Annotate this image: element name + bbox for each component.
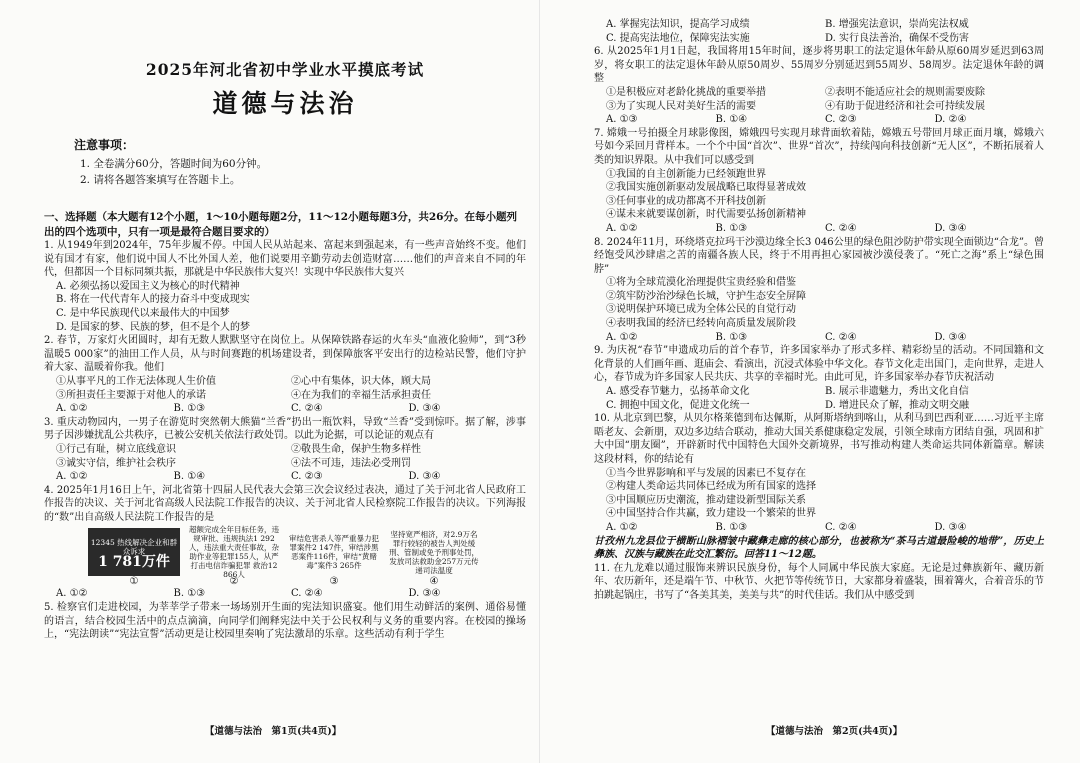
statement: ①是积极应对老龄化挑战的重要举措 <box>606 86 766 98</box>
statement: ②构建人类命运共同体已经成为所有国家的选择 <box>606 481 816 493</box>
question-5: 5. 检察官们走进校园，为莘莘学子带来一场场别开生面的宪法知识盛宴。他们用生动鲜活的案例、通俗易懂的语言，结合校园生活中的点点滴滴，向同学们阐释宪法中关于公民权利与义务的重要内容。在校园的操场上，“宪法朗读”“宪法宣誓”活动更是让校园里奏响了宪法激昂的乐章。这些活动有利于学生 <box>44 602 526 641</box>
answer: A. ①② <box>56 588 88 600</box>
statement: ④表明我国的经济已经转向高质量发展阶段 <box>606 318 796 330</box>
answer: A. ①② <box>56 403 88 415</box>
question-8: 8. 2024年11月，环绕塔克拉玛干沙漠边缘全长3 046公里的绿色阻沙防护带实现全面锁边“合龙”。曾经饱受风沙肆虐之苦的南疆各族人民，终于不用再担心家园被沙漠侵袭了。“死亡之海”系上“绿色围脖” <box>594 236 1044 275</box>
option: A. 掌握宪法知识，提高学习成绩 <box>606 19 750 30</box>
answer: D. ③④ <box>408 403 441 415</box>
statement: ①行己有耻，树立底线意识 <box>56 443 176 455</box>
answer: D. ③④ <box>934 331 967 343</box>
poster-text: 12345 热线解决企业和群众诉求 <box>90 537 178 556</box>
page-footer: 【道德与法治 第2页(共4页)】 <box>766 726 903 737</box>
answer: B. ①③ <box>715 331 748 343</box>
statement: ④在为我们的幸福生活承担责任 <box>291 389 431 401</box>
poster-numbers <box>88 576 526 587</box>
answer-options <box>44 402 526 416</box>
page-footer: 【道德与法治 第1页(共4页)】 <box>205 726 342 737</box>
option: B. 增强宪法意识，崇尚宪法权威 <box>825 19 969 30</box>
statement: ③为了实现人民对美好生活的需要 <box>606 100 756 112</box>
poster-3: 审结危害杀人等严重暴力犯罪案件2 147件，审结涉黑恶案件116件，审结“黄赌毒”案件3 265件 <box>289 534 379 571</box>
statement: ③说明保护环境已成为全体公民的自觉行动 <box>606 304 796 316</box>
poster-number: ③ <box>329 576 339 588</box>
statement: ②我国实施创新驱动发展战略已取得显著成效 <box>606 182 806 194</box>
statement: ②敬畏生命，保护生物多样性 <box>291 443 421 455</box>
answer: C. ②③ <box>825 114 857 126</box>
statement: ①从事平凡的工作无法体现人生价值 <box>56 375 216 387</box>
answer: C. ②④ <box>825 222 857 234</box>
answer-options <box>594 222 1044 236</box>
question-10: 10. 从北京到巴黎，从贝尔格莱德到布达佩斯，从阿斯塔纳到喀山，从利马到巴西利亚……习近平主席晤老友、会新朋，双边多边结合联动，推动大国关系健康稳定发展，引领全球南方团结自强，巩固和扩大中国“朋友圈”，开辟新时代中国特色大国外交新境界，书写推动构建人类命运共同体新篇章。解读这段材料，你的结论有 <box>594 413 1044 465</box>
answer: B. ①④ <box>173 471 206 483</box>
answer: D. ②④ <box>934 114 967 126</box>
option: A. 感受春节魅力，弘扬革命文化 <box>606 386 750 398</box>
option: A. 必须弘扬以爱国主义为核心的时代精神 <box>56 280 240 292</box>
option: B. 将在一代代青年人的接力奋斗中变成现实 <box>56 294 250 306</box>
question-6: 6. 从2025年1月1日起，我国将用15年时间，逐步将男职工的法定退休年龄从原60周岁延迟到63周岁，将女职工的法定退休年龄从原50周岁、55周岁分别延迟到55周岁、58周岁。法定退休年龄的调整 <box>594 46 1044 85</box>
answer: B. ①③ <box>173 588 206 600</box>
answer: D. ③④ <box>408 471 441 483</box>
answer: C. ②④ <box>825 331 857 343</box>
statement: ②心中有集体，识大体，顾大局 <box>291 375 431 387</box>
exam-page-2 <box>540 0 1080 763</box>
answer: D. ③④ <box>408 588 441 600</box>
statement-list <box>44 443 526 470</box>
option: D. 是国家的梦、民族的梦，但不是个人的梦 <box>56 321 251 333</box>
poster-figure: 1 781万件 <box>98 553 170 570</box>
answer: B. ①③ <box>715 521 748 533</box>
note-item: 2. 请将各题答案填写在答题卡上。 <box>80 174 241 186</box>
answer: D. ③④ <box>934 521 967 533</box>
poster-4: 坚持宽严相济，对2.9万名罪行较轻的被告人判处缓刑、管制或免予刑事处罚，发放司法救助金257万元传递司法温度 <box>389 529 479 575</box>
poster-number: ② <box>229 576 239 588</box>
answer: A. ①② <box>606 222 638 234</box>
poster-row <box>88 525 526 580</box>
statement: ③中国顺应历史潮流，推动建设新型国际关系 <box>606 494 806 506</box>
answer: C. ②④ <box>825 521 857 533</box>
statement: ③诚实守信，维护社会秩序 <box>56 457 176 469</box>
option: C. 是中华民族现代以来最伟大的中国梦 <box>56 307 230 319</box>
statement: ③任何事业的成功都离不开科技创新 <box>606 195 766 207</box>
subject-title: 道德与法治 <box>212 89 358 118</box>
answer-options <box>594 331 1044 345</box>
statement: ①当今世界影响和平与发展的因素已不复存在 <box>606 467 806 479</box>
option: D. 增进民众了解，推动文明交融 <box>825 399 970 411</box>
answer-options <box>594 521 1044 535</box>
note-item: 1. 全卷满分60分，答题时间为60分钟。 <box>80 158 268 170</box>
exam-title: 2025年河北省初中学业水平摸底考试 <box>145 60 425 79</box>
answer: A. ①② <box>606 521 638 533</box>
statement: ④法不可违，违法必受刑罚 <box>291 457 411 469</box>
answer: A. ①② <box>606 331 638 343</box>
question-7: 7. 嫦娥一号拍摄全月球影像图，嫦娥四号实现月球背面软着陆，嫦娥五号带回月球正面月壤，嫦娥六号如今采回月背样本。一个个中国“首次”、世界“首次”，持续闯向科技创新“无人区”，不断拓展着人类的知识界限。从中我们可以感受到 <box>594 127 1044 166</box>
question-3: 3. 重庆动物园内，一男子在游览时突然朝大熊猫“兰香”扔出一瓶饮料，导致“兰香”受到惊吓。据了解，涉事男子因涉嫌扰乱公共秩序，已被公安机关依法行政处罚。以此为论据，可以论证的观点有 <box>44 416 526 442</box>
poster-1 <box>88 528 180 576</box>
answer: A. ①② <box>56 471 88 483</box>
statement: ④有助于促进经济和社会可持续发展 <box>825 100 985 112</box>
statement: ④中国坚持合作共赢，致力建设一个繁荣的世界 <box>606 508 816 520</box>
option: B. 展示非遗魅力，秀出文化自信 <box>825 386 969 398</box>
question-9: 9. 为庆祝“春节”申遗成功后的首个春节，许多国家举办了形式多样、精彩纷呈的活动。不同国籍和文化背景的人们画年画、逛庙会、看演出，沉浸式体验中华文化。春节文化走出国门，走向世界，走进人心，春节成为许多国家人民共庆、共享的幸福时光。由此可见，许多国家举办春节庆祝活动 <box>594 345 1044 384</box>
statement: ①我国的自主创新能力已经领跑世界 <box>606 168 766 180</box>
question-4: 4. 2025年1月16日上午，河北省第十四届人民代表大会第三次会议经过表决，通过了关于河北省人民政府工作报告的决议、关于河北省高级人民法院工作报告的决议、关于河北省人民检察院工作报告的决议。下列海报的“数”出自高级人民法院工作报告的是 <box>44 484 526 523</box>
option: D. 实行良法善治，确保不受伤害 <box>825 32 970 44</box>
statement: ②表明不能适应社会的规则需要废除 <box>825 86 985 98</box>
answer-options <box>44 470 526 484</box>
poster-2: 超额完成全年目标任务，违规审批、违规执法1 292人，违法重大责任事故，杂助作业等犯罪155人，从严打击电信诈骗犯罪 救治12 866人 <box>189 525 279 580</box>
answer: C. ②③ <box>291 471 323 483</box>
poster-number: ④ <box>429 576 439 588</box>
statement-list <box>594 86 1044 113</box>
statement: ②筑牢防沙治沙绿色长城，守护生态安全屏障 <box>606 290 806 302</box>
statement: ①将为全球荒漠化治理提供宝贵经验和借鉴 <box>606 277 796 289</box>
answer: B. ①③ <box>715 222 748 234</box>
answer-options <box>594 113 1044 127</box>
question-2: 2. 春节，万家灯火团圆时，却有无数人默默坚守在岗位上。从保障铁路春运的火车头“血液化验师”，到“3秒温暖5 000家”的油田工作人员，从与时间赛跑的机场建设者，到保障旅客平安出行的边检站民警，他们守护着大家、温暖着你我。他们 <box>44 335 526 374</box>
option: C. 拥抱中国文化，促进文化统一 <box>606 399 750 411</box>
answer: B. ①④ <box>715 114 748 126</box>
option: C. 提高宪法地位，保障宪法实施 <box>606 32 750 44</box>
answer-options <box>594 385 1044 412</box>
material-intro: 甘孜州九龙县位于横断山脉褶皱中藏彝走廊的核心部分，也被称为“茶马古道最险峻的地带”，历史上彝族、汉族与藏族在此交汇繁衍。回答11～12题。 <box>594 535 1044 561</box>
question-11: 11. 在九龙难以通过服饰来辨识民族身份，每个人同属中华民族大家庭。无论是过彝族新年、藏历新年、农历新年，还是端午节、中秋节、火把节等传统节日，大家都身着盛装，围着篝火，合着音乐的节拍跳起锅庄，书写了“各美其美，美美与共”的时代佳话。我们从中感受到 <box>594 562 1044 601</box>
answer: C. ②④ <box>291 588 323 600</box>
section-heading: 一、选择题（本大题有12个小题，1～10小题每题2分，11～12小题每题3分，共26分。在每小题列出的四个选项中，只有一项是最符合题目要求的） <box>44 211 517 238</box>
answer-options <box>44 587 526 601</box>
statement: ④谋未来就要谋创新，时代需要弘扬创新精神 <box>606 209 806 221</box>
question-1: 1. 从1949年到2024年，75年步履不停。中国人民从站起来、富起来到强起来，有一些声音始终不变。他们说有国才有家，他们说中国人不比外国人差，他们说要用辛勤劳动去创造财富……他们的声音来自不同的年代，但都因一个目标同频共振，那就是中华民族伟大复兴！实现中华民族伟大复兴 <box>44 240 526 279</box>
answer: A. ①③ <box>606 114 638 126</box>
answer-options <box>594 18 1044 45</box>
answer: D. ③④ <box>934 222 967 234</box>
notes-heading: 注意事项： <box>74 138 135 152</box>
statement-list <box>44 375 526 402</box>
statement: ③所担责任主要源于对他人的承诺 <box>56 389 206 401</box>
poster-number: ① <box>129 576 139 588</box>
answer: C. ②④ <box>291 403 323 415</box>
answer: B. ①③ <box>173 403 206 415</box>
